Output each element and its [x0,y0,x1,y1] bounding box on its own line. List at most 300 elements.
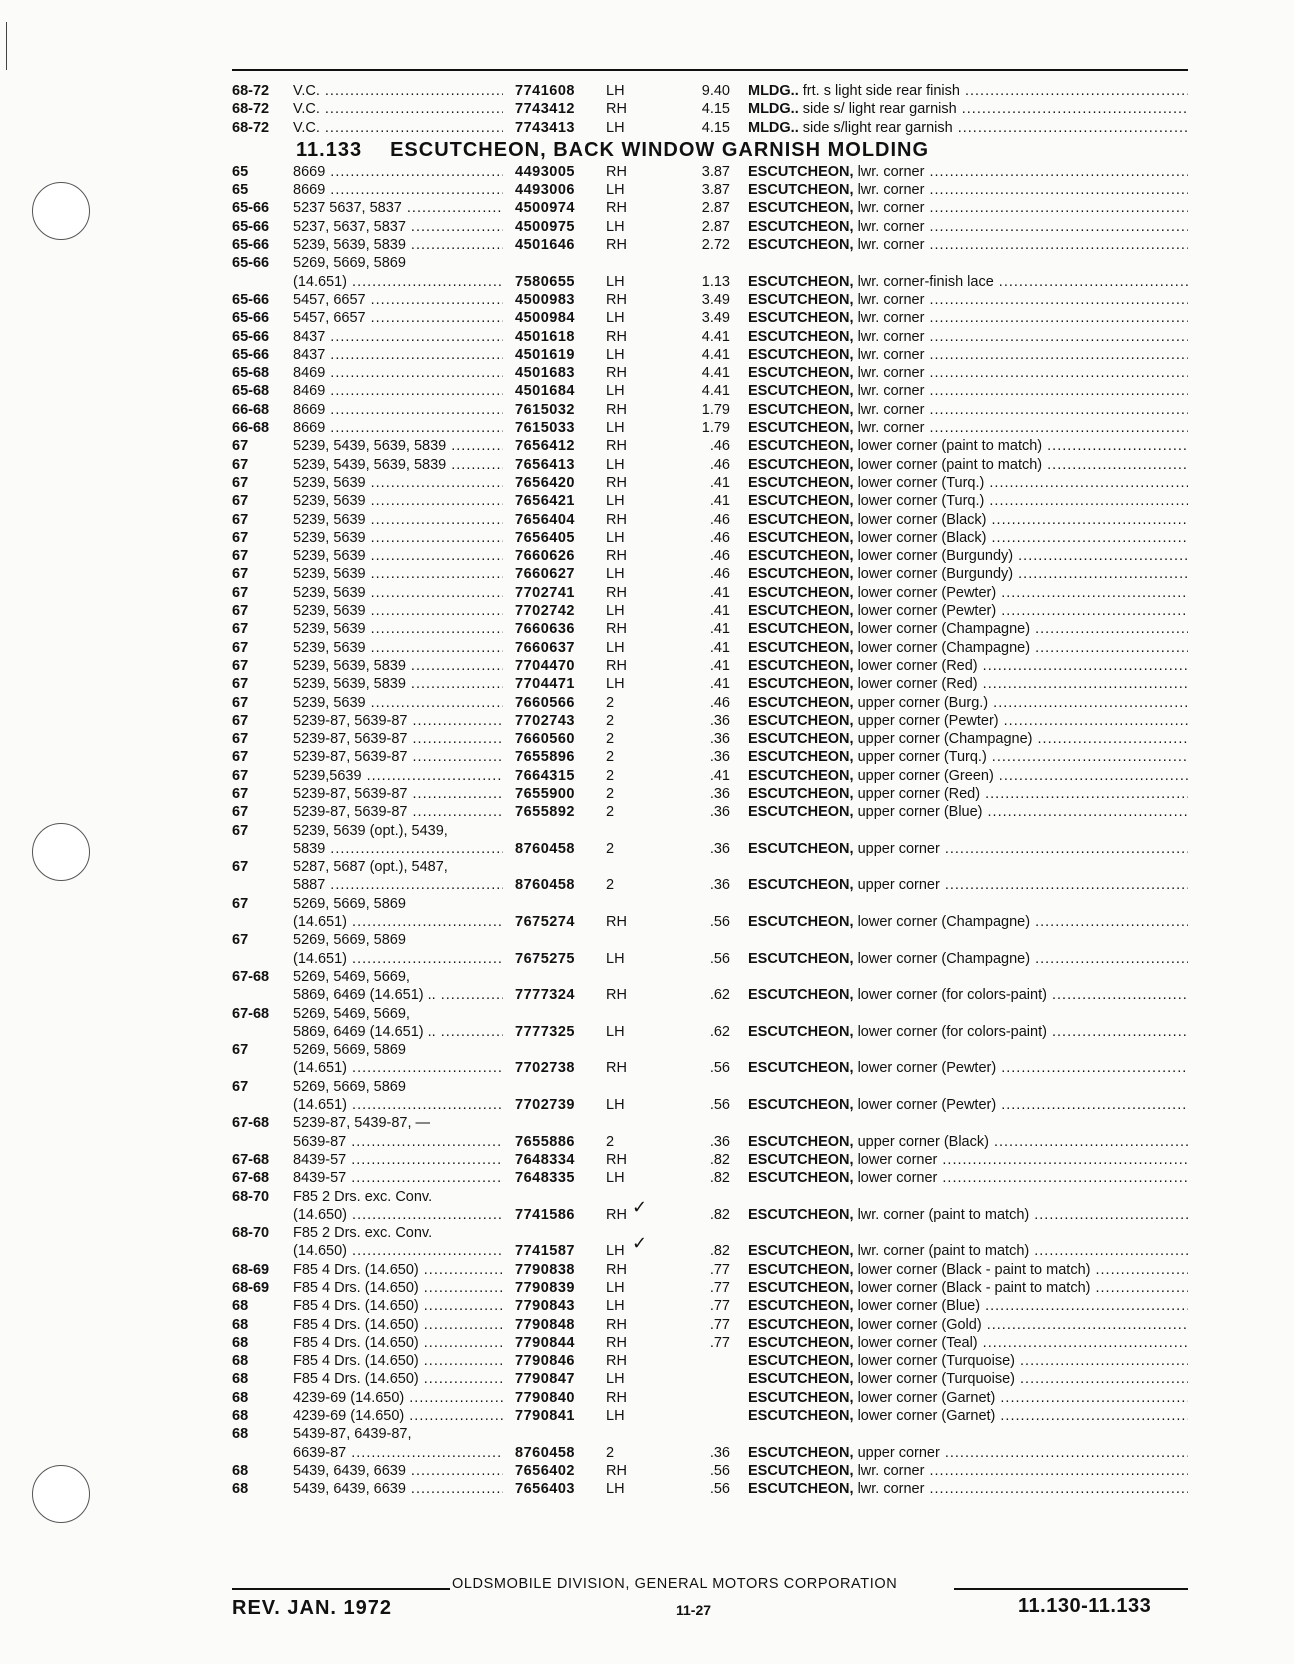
body-model: 5269, 5669, 5869 [293,1078,406,1095]
price: 2.87 [701,200,730,217]
price: .82 [709,1170,730,1187]
body-model: 5239, 5639, 5839 ..... [293,657,503,675]
description-keyword: ESCUTCHEON, [748,548,854,565]
body-model: 6639-87 ..... [293,1444,503,1462]
side-or-qty: 2 [606,877,615,894]
description [748,565,1188,583]
price: .62 [709,1023,730,1040]
part-number: 4501619 [515,346,575,363]
description-keyword: ESCUTCHEON, [748,566,854,583]
price: 4.41 [701,383,730,400]
description [748,767,1188,785]
part-number: 8760458 [515,1444,575,1461]
table-row [232,474,1192,492]
model-year: 67 [232,438,249,455]
model-year: 66-68 [232,420,270,437]
side-or-qty: RH [606,365,627,382]
description-text: lower corner (Turq.) [853,493,985,510]
price: .77 [709,1280,730,1296]
description-keyword: ESCUTCHEON, [748,383,854,400]
price: .41 [709,584,730,601]
description-keyword: ESCUTCHEON, [748,1060,854,1077]
price: .41 [709,603,730,620]
description [748,785,1188,803]
footer-rule-right [954,1588,1188,1590]
price: .41 [709,767,730,784]
part-number: 7790843 [515,1298,575,1315]
model-year: 68 [232,1334,249,1351]
part-number: 7615033 [515,420,575,437]
description-keyword: ESCUTCHEON, [748,1133,854,1150]
model-year: 68-70 [232,1188,270,1205]
description [748,712,1188,730]
table-row [232,913,1192,931]
table-row [232,236,1192,254]
side-or-qty: 2 [606,1133,615,1150]
description [748,1370,1188,1388]
description-text: lower corner (Champagne) [853,639,1031,656]
description-keyword: ESCUTCHEON, [748,420,854,437]
price: 3.87 [701,163,730,180]
model-year: 68 [232,1353,249,1370]
description [748,309,1188,327]
body-model: 5239, 5639 ..... [293,511,503,529]
table-row [232,1234,1192,1260]
side-or-qty: RH [606,1316,627,1333]
model-year: 67 [232,474,249,491]
model-year: 65 [232,163,249,180]
part-number: 4501683 [515,365,575,382]
model-year: 67 [232,548,249,565]
description-text: lower corner (Garnet) [853,1389,996,1406]
body-model: (14.651) ..... [293,1059,503,1077]
table-row [232,602,1192,620]
part-number: 7656421 [515,493,575,510]
model-year: 67 [232,785,249,802]
description-keyword: ESCUTCHEON, [748,493,854,510]
model-year: 68 [232,1389,249,1406]
part-number: 7656413 [515,456,575,473]
table-row [232,1133,1192,1151]
price: 4.15 [701,101,730,118]
table-row [232,511,1192,529]
body-model: 5239, 5639 ..... [293,492,503,510]
description [748,100,1188,118]
description-keyword: ESCUTCHEON, [748,1170,854,1187]
price: .36 [709,785,730,802]
body-model: 5839 ..... [293,840,503,858]
price: .36 [709,1133,730,1150]
table-row [232,657,1192,675]
side-or-qty: RH [606,237,627,254]
description [748,382,1188,400]
description-text: lower corner (Black - paint to match) [853,1261,1091,1278]
description-keyword: ESCUTCHEON, [748,1023,854,1040]
description [748,474,1188,492]
body-model: 5239-87, 5639-87 ..... [293,803,503,821]
description-keyword: ESCUTCHEON, [748,237,854,254]
price: .77 [709,1334,730,1351]
description [748,1462,1188,1480]
model-year: 67 [232,621,249,638]
part-number: 7656404 [515,511,575,528]
part-number: 4500974 [515,200,575,217]
side-or-qty: LH [606,1371,625,1388]
side-or-qty: 2 [606,840,615,857]
side-or-qty: LH [606,420,625,437]
top-table-row [232,119,1192,137]
model-year: 67 [232,529,249,546]
part-number: 7660636 [515,621,575,638]
table-row [232,1279,1192,1297]
table-row [232,492,1192,510]
table-row [232,1462,1192,1480]
side-or-qty: LH [606,493,625,510]
description-keyword: ESCUTCHEON, [748,346,854,363]
table-row [232,1370,1192,1388]
description-text: upper corner [853,840,940,857]
description-keyword: ESCUTCHEON, [748,401,854,418]
side-or-qty: RH [606,101,627,118]
table-row [232,968,1192,986]
body-model: 8469 ..... [293,382,503,400]
table-row [232,876,1192,894]
description [748,1316,1188,1334]
body-model: 8437 ..... [293,328,503,346]
model-year: 65-66 [232,310,270,327]
description-text: lwr. corner-finish lace [853,273,994,290]
body-model: 5239, 5639 ..... [293,694,503,712]
price: .36 [709,877,730,894]
table-row [232,675,1192,693]
price: .56 [709,914,730,931]
side-or-qty: LH [606,273,625,290]
description-text: lower corner (for colors-paint) [853,987,1047,1004]
description [748,1242,1188,1260]
price: .56 [709,950,730,967]
description-text: upper corner (Blue) [853,804,983,821]
description-text: lower corner (Turquoise) [853,1353,1015,1370]
table-row [232,346,1192,364]
description-keyword: ESCUTCHEON, [748,712,854,729]
table-row [232,218,1192,236]
description-text: upper corner (Green) [853,767,994,784]
body-model: 4239-69 (14.650) ..... [293,1407,503,1425]
body-model: (14.651) ..... [293,950,503,968]
part-number: 7656405 [515,529,575,546]
side-or-qty: RH [606,1389,627,1406]
description-keyword: ESCUTCHEON, [748,200,854,217]
price: .56 [709,1462,730,1479]
model-year: 68-69 [232,1280,270,1296]
body-model: 5239, 5639 ..... [293,584,503,602]
body-model: 5237 5637, 5837 ..... [293,199,503,217]
table-row [232,712,1192,730]
side-or-qty: LH [606,456,625,473]
model-year: 67 [232,566,249,583]
description-text: lower corner (Champagne) [853,950,1031,967]
body-model: 5239, 5639 ..... [293,639,503,657]
part-number: 7660566 [515,694,575,711]
price: .46 [709,566,730,583]
model-year: 67-68 [232,968,270,985]
part-number: 7656402 [515,1462,575,1479]
description [748,840,1188,858]
description [748,1389,1188,1407]
part-number: 4493006 [515,182,575,199]
description-text: lower corner (Turq.) [853,474,985,491]
part-number: 7790847 [515,1371,575,1388]
description [748,1480,1188,1498]
price: .41 [709,474,730,491]
side-or-qty: LH [606,566,625,583]
part-number: 4493005 [515,163,575,180]
check-mark-icon: ✓ [632,1197,648,1217]
part-number: 7702743 [515,712,575,729]
description-keyword: ESCUTCHEON, [748,438,854,455]
table-row [232,163,1192,181]
body-model: 8669 ..... [293,181,503,199]
model-year: 68 [232,1371,249,1388]
description-text: lower corner (Red) [853,676,978,693]
part-number: 7660560 [515,731,575,748]
side-or-qty: RH [606,1462,627,1479]
body-model: 5869, 6469 (14.651) .. ..... [293,986,503,1004]
body-model: 5239-87, 5439-87, — [293,1115,431,1132]
part-number: 7702742 [515,603,575,620]
part-number: 7655886 [515,1133,575,1150]
description-keyword: ESCUTCHEON, [748,584,854,601]
side-or-qty: LH [606,1097,625,1114]
model-year: 68 [232,1408,249,1425]
description [748,1169,1188,1187]
description [748,181,1188,199]
body-model: 5287, 5687 (opt.), 5487, [293,859,448,876]
model-year: 67 [232,804,249,821]
price: 3.49 [701,310,730,327]
description-keyword: ESCUTCHEON, [748,1481,854,1498]
table-row [232,1169,1192,1187]
punch-hole-middle [32,823,90,881]
body-model: F85 4 Drs. (14.650) ..... [293,1370,503,1388]
description-keyword: ESCUTCHEON, [748,474,854,491]
description [748,419,1188,437]
table-row [232,1261,1192,1279]
description-text: lwr. corner [853,237,925,254]
body-model: 5457, 6657 ..... [293,291,503,309]
description-text: lwr. corner [853,291,925,308]
side-or-qty: RH [606,163,627,180]
side-or-qty: 2 [606,767,615,784]
description-text: frt. s light side rear finish [798,83,960,99]
side-or-qty: LH [606,1408,625,1425]
model-year: 68 [232,1481,249,1498]
part-number: 4500984 [515,310,575,327]
description-text: upper corner (Black) [853,1133,989,1150]
part-number: 7790839 [515,1280,575,1296]
table-row [232,1023,1192,1041]
description-keyword: ESCUTCHEON, [748,365,854,382]
side-or-qty: LH [606,639,625,656]
part-number: 4501684 [515,383,575,400]
side-or-qty: RH [606,474,627,491]
description-keyword: ESCUTCHEON, [748,1334,854,1351]
body-model: F85 4 Drs. (14.650) ..... [293,1334,503,1352]
part-number: 7702741 [515,584,575,601]
description-keyword: ESCUTCHEON, [748,456,854,473]
price: .77 [709,1316,730,1333]
body-model: 5239-87, 5639-87 ..... [293,730,503,748]
side-or-qty: LH [606,83,625,99]
description [748,1297,1188,1315]
side-or-qty: LH [606,218,625,235]
price: .46 [709,529,730,546]
description [748,1279,1188,1297]
body-model: 5439, 6439, 6639 ..... [293,1480,503,1498]
description-keyword: ESCUTCHEON, [748,621,854,638]
description-text: lower corner (paint to match) [853,438,1043,455]
price: 1.79 [701,401,730,418]
table-row [232,273,1192,291]
description-keyword: ESCUTCHEON, [748,694,854,711]
side-or-qty: RH [606,987,627,1004]
model-year: 65-66 [232,255,270,272]
description-text: upper corner (Red) [853,785,981,802]
description [748,119,1188,137]
model-year: 67 [232,639,249,656]
description-text: lwr. corner [853,420,925,437]
side-or-qty: RH [606,1261,627,1278]
description-keyword: ESCUTCHEON, [748,676,854,693]
price: 4.41 [701,346,730,363]
part-number: 7655892 [515,804,575,821]
parts-table [232,82,1192,1499]
part-number: 7790841 [515,1408,575,1425]
description-keyword: ESCUTCHEON, [748,163,854,180]
price: .62 [709,987,730,1004]
description [748,1151,1188,1169]
side-or-qty: LH [606,1243,625,1260]
part-number: 7655896 [515,749,575,766]
model-year: 67 [232,731,249,748]
price: .36 [709,804,730,821]
description-text: lwr. corner [853,346,925,363]
body-model: 5237, 5637, 5837 ..... [293,218,503,236]
description-text: lower corner (Black - paint to match) [853,1280,1091,1296]
part-number: 7580655 [515,273,575,290]
description-keyword: ESCUTCHEON, [748,1462,854,1479]
body-model: (14.651) ..... [293,913,503,931]
side-or-qty: RH [606,1206,627,1223]
price: .46 [709,511,730,528]
description [748,803,1188,821]
description [748,876,1188,894]
body-model: 5269, 5469, 5669, [293,968,410,985]
description-text: lower corner (Black) [853,511,987,528]
table-row [232,291,1192,309]
part-number: 4501618 [515,328,575,345]
body-model: F85 2 Drs. exc. Conv. [293,1188,433,1205]
description-text: lower corner [853,1170,938,1187]
model-year: 67-68 [232,1115,270,1132]
description-keyword: ESCUTCHEON, [748,1353,854,1370]
part-number: 7777325 [515,1023,575,1040]
description [748,218,1188,236]
part-number: 7790846 [515,1353,575,1370]
table-row [232,748,1192,766]
side-or-qty: RH [606,200,627,217]
body-model: 8437 ..... [293,346,503,364]
part-number: 7664315 [515,767,575,784]
description [748,1407,1188,1425]
body-model: 8669 ..... [293,419,503,437]
description-text: lwr. corner [853,182,925,199]
price: .82 [709,1206,730,1223]
table-row [232,1059,1192,1077]
description-text: lower corner (Burgundy) [853,548,1014,565]
description-keyword: ESCUTCHEON, [748,950,854,967]
part-number: 8760458 [515,877,575,894]
body-model: 8469 ..... [293,364,503,382]
description [748,236,1188,254]
description-text: lwr. corner (paint to match) [853,1243,1030,1260]
side-or-qty: RH [606,328,627,345]
side-or-qty: RH [606,1060,627,1077]
description [748,291,1188,309]
side-or-qty: LH [606,1280,625,1296]
price: .41 [709,493,730,510]
description [748,1023,1188,1041]
part-number: 7675275 [515,950,575,967]
description [748,456,1188,474]
description-keyword: ESCUTCHEON, [748,1243,854,1260]
table-row [232,401,1192,419]
table-row [232,931,1192,949]
model-year: 67-68 [232,1170,270,1187]
description [748,602,1188,620]
description-text: lower corner (Gold) [853,1316,982,1333]
side-or-qty: RH [606,584,627,601]
body-model: 5239, 5639 ..... [293,547,503,565]
side-or-qty: LH [606,676,625,693]
model-year: 68-69 [232,1261,270,1278]
side-or-qty: 2 [606,804,615,821]
body-model: (14.650) ..... [293,1242,503,1260]
part-number: 7702739 [515,1097,575,1114]
part-number: 7741608 [515,83,575,99]
price: .41 [709,639,730,656]
table-row [232,1352,1192,1370]
description [748,694,1188,712]
part-number: 7615032 [515,401,575,418]
body-model: 5239, 5639 ..... [293,602,503,620]
table-row [232,1078,1192,1096]
body-model: 5239-87, 5639-87 ..... [293,785,503,803]
description-keyword: ESCUTCHEON, [748,731,854,748]
body-model: 5239, 5639 ..... [293,474,503,492]
description [748,547,1188,565]
top-table-row [232,100,1192,118]
description-keyword: ESCUTCHEON, [748,1444,854,1461]
description-keyword: ESCUTCHEON, [748,1151,854,1168]
table-row [232,1005,1192,1023]
section-title: ESCUTCHEON, BACK WINDOW GARNISH MOLDING [390,138,930,161]
check-mark-icon: ✓ [632,1234,648,1253]
body-model: 8439-57 ..... [293,1151,503,1169]
part-number: 7656420 [515,474,575,491]
side-or-qty: LH [606,1298,625,1315]
description [748,1206,1188,1224]
